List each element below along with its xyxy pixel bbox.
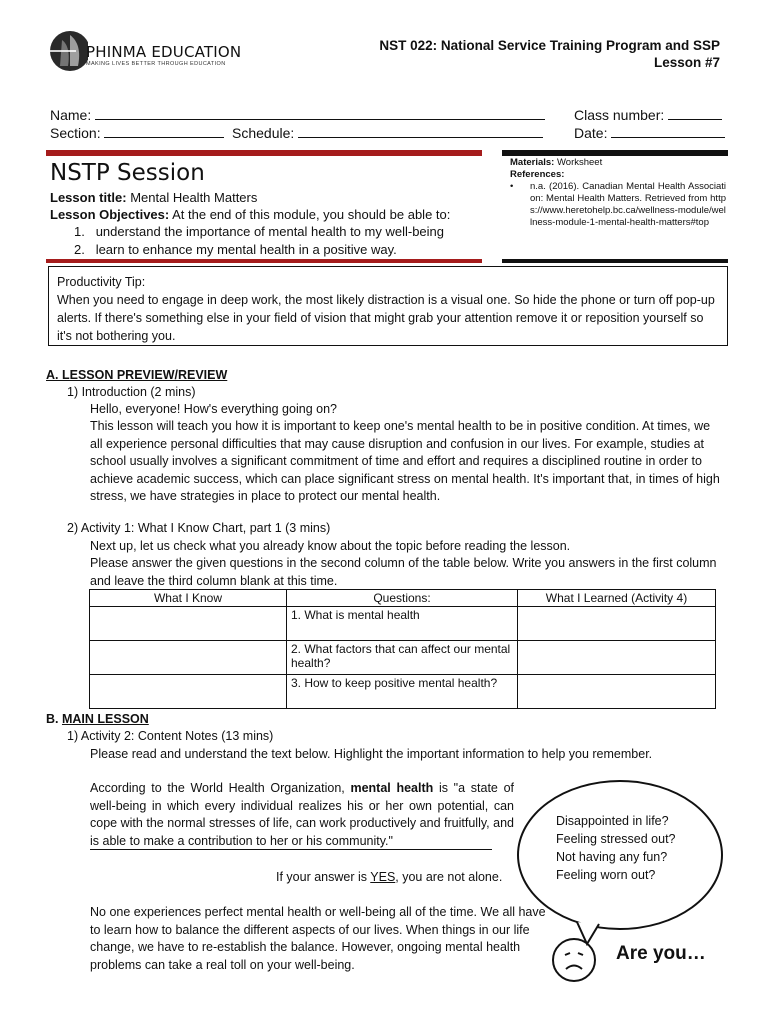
yes-pre: If your answer is (276, 870, 371, 884)
lesson-title: Mental Health Matters (130, 190, 258, 205)
who-definition (90, 780, 514, 850)
session-title: NSTP Session (50, 160, 205, 186)
objective-item: 2. learn to enhance my mental health in a positive way. (74, 242, 397, 257)
activity1-line2: Please answer the given questions in the second column of the table below. Write you answers in the first column and leave the third column blank at this time. (90, 556, 717, 588)
top-red-bar (46, 150, 482, 156)
section-field[interactable] (50, 124, 224, 141)
bubble-text (556, 812, 676, 884)
objectives-label: Lesson Objectives: (50, 207, 170, 222)
intro-title: 1) Introduction (2 mins) (67, 385, 196, 399)
references-label: References: (510, 169, 565, 180)
date-line[interactable] (611, 124, 725, 138)
name-line[interactable] (95, 106, 545, 120)
schedule-line[interactable] (298, 124, 543, 138)
materials-row (510, 157, 602, 169)
schedule-label: Schedule: (232, 125, 295, 141)
logo-tagline: MAKING LIVES BETTER THROUGH EDUCATION (86, 61, 226, 67)
bubble-line: Feeling worn out? (556, 868, 656, 882)
activity2-text: Please read and understand the text below. Highlight the important information to help you remember. (90, 747, 653, 761)
bottom-red-bar (46, 259, 482, 263)
logo-name: PHINMA EDUCATION (86, 43, 242, 61)
intro-text: This lesson will teach you how it is important to keep one's mental health to be in positive condition. At times, we all experience personal difficulties that may cause disruption and confusion in our lives. For example, studies at school usually involves a significant commitment of time and effort and requires a disciplined routine in order to achieve academic success, which can place significant stress on mental health. It's important that, in times of high stress, we have strategies in place to protect our mental health. (90, 419, 720, 503)
section-label: Section: (50, 125, 101, 141)
yes-line (276, 869, 502, 887)
yes-word: YES (370, 870, 396, 884)
learned-cell[interactable] (518, 607, 716, 641)
question-cell: 2. What factors that can affect our mental health? (287, 641, 518, 675)
name-label: Name: (50, 107, 92, 123)
answer-cell[interactable] (90, 675, 287, 709)
table-row (90, 675, 716, 709)
section-b-title: MAIN LESSON (61, 712, 149, 726)
activity1-line1: Next up, let us check what you already know about the topic before reading the lesson. (90, 539, 571, 553)
objective-text: learn to enhance my mental health in a positive way. (95, 242, 397, 257)
bubble-line: Not having any fun? (556, 850, 668, 864)
class-number-field[interactable] (574, 106, 722, 123)
class-number-line[interactable] (668, 106, 722, 120)
tip-text: When you need to engage in deep work, the most likely distraction is a visual one. So hide the phone or turn off pop-up alerts. If there's something else in your field of vision that might grab your attention remove it or reposition yourself so it's not bothering you. (57, 293, 715, 343)
reference-text: n.a. (2016). Canadian Mental Health Association: Mental Health Matters. Retrieved from https://www.heretohelp.bc.ca/wellness-module/wellness-module-1-mental-health-matters#top (530, 181, 726, 228)
phinma-logo (48, 26, 88, 76)
section-line[interactable] (104, 124, 224, 138)
objectives-row (50, 207, 450, 222)
activity1-title: 2) Activity 1: What I Know Chart, part 1 (3 mins) (67, 521, 331, 535)
lesson-title-row (50, 190, 257, 205)
section-b-heading (46, 712, 149, 726)
answer-cell[interactable] (90, 641, 287, 675)
table-row (90, 607, 716, 641)
question-cell: 3. How to keep positive mental health? (287, 675, 518, 709)
schedule-field[interactable] (232, 124, 543, 141)
table-header-row (90, 590, 716, 607)
learned-cell[interactable] (518, 675, 716, 709)
tip-title: Productivity Tip: (57, 275, 146, 289)
reference-bullet: • (510, 181, 514, 192)
intro-greeting: Hello, everyone! How's everything going on? (90, 402, 337, 416)
course-title: NST 022: National Service Training Program and SSP (379, 38, 720, 53)
what-i-know-table (89, 589, 716, 709)
who-underline (90, 849, 492, 850)
name-field[interactable] (50, 106, 545, 123)
section-a-heading: A. LESSON PREVIEW/REVIEW (46, 368, 228, 382)
bubble-line: Feeling stressed out? (556, 832, 676, 846)
answer-cell[interactable] (90, 607, 287, 641)
activity2-title: 1) Activity 2: Content Notes (13 mins) (67, 729, 274, 743)
column-header: What I Know (90, 590, 287, 607)
bubble-line: Disappointed in life? (556, 814, 669, 828)
who-term: mental health (350, 781, 434, 795)
date-field[interactable] (574, 124, 725, 141)
materials-value: Worksheet (557, 157, 603, 168)
question-cell: 1. What is mental health (287, 607, 518, 641)
column-header: What I Learned (Activity 4) (518, 590, 716, 607)
section-b-prefix: B. (46, 712, 62, 726)
yes-post: , you are not alone. (395, 870, 503, 884)
are-you-label: Are you… (616, 943, 706, 964)
objectives-intro: At the end of this module, you should be able to: (172, 207, 451, 222)
productivity-tip-box (48, 266, 728, 346)
top-black-bar (502, 150, 728, 156)
sad-face-drawing (554, 940, 594, 980)
objective-text: understand the importance of mental health to my well-being (95, 224, 444, 239)
closing-text: No one experiences perfect mental health or well-being all of the time. We all have to learn how to balance the different aspects of our lives. When things in our life change, we have to re-establish the balance. However, ongoing mental health problems can take a real toll on your well-being. (90, 905, 546, 972)
sad-face-icon (552, 938, 596, 982)
materials-label: Materials: (510, 157, 555, 168)
learned-cell[interactable] (518, 641, 716, 675)
objective-item: 1. understand the importance of mental health to my well-being (74, 224, 444, 239)
lesson-number: Lesson #7 (653, 55, 720, 70)
who-pre: According to the World Health Organization, (90, 781, 351, 795)
date-label: Date: (574, 125, 608, 141)
class-number-label: Class number: (574, 107, 665, 123)
lesson-title-label: Lesson title: (50, 190, 127, 205)
phinma-logo-mark (48, 26, 88, 76)
who-post: is "a state of well-being in which every individual realizes his or her own potential, can cope with the normal stresses of life, can work productively and fruitfully, and is able to make a contribution to her or his community." (90, 781, 514, 848)
table-row (90, 641, 716, 675)
column-header: Questions: (287, 590, 518, 607)
bottom-black-bar (502, 259, 728, 263)
